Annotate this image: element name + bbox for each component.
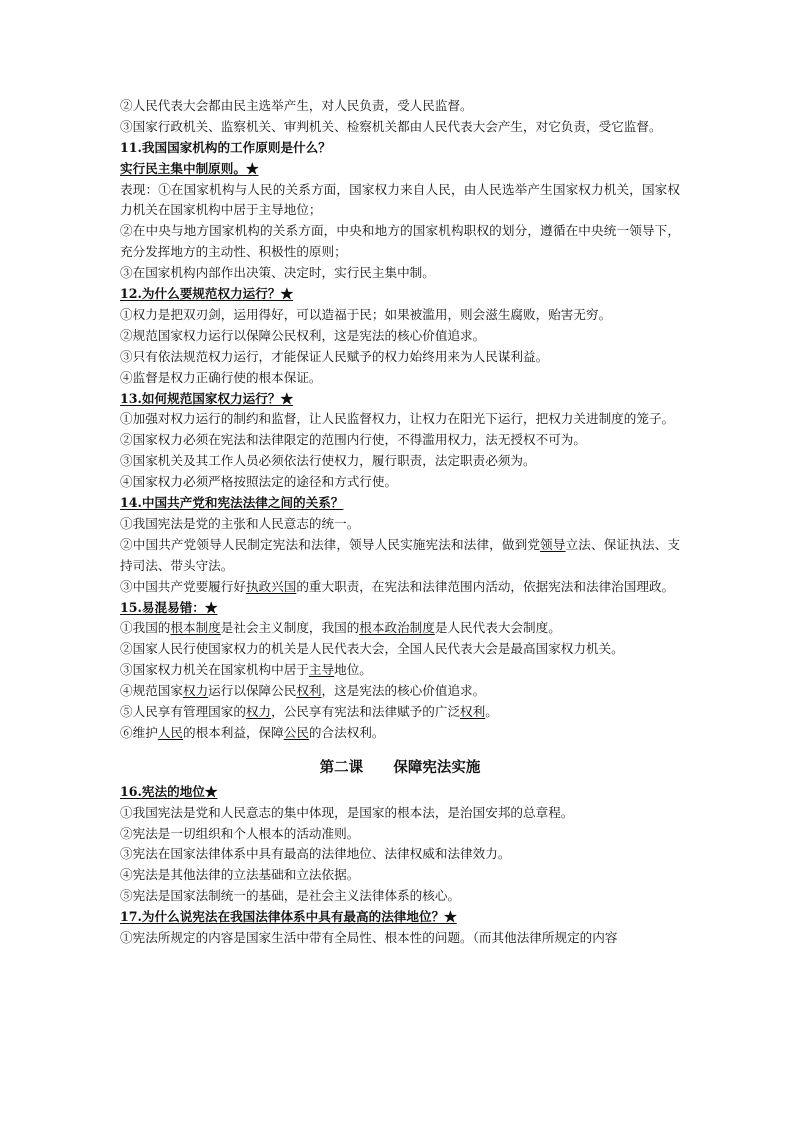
text-line: ②规范国家权力运行以保障公民权利，这是宪法的核心价值追求。 — [120, 327, 486, 343]
underlined-term: 权力 — [245, 703, 272, 719]
text-line: ③宪法在国家法律体系中具有最高的法律地位、法律权威和法律效力。 — [120, 846, 511, 862]
text-line — [120, 702, 680, 723]
text-line — [120, 618, 680, 639]
text-line: ②国家权力必须在宪法和法律限定的范围内行使，不得滥用权力，法无授权不可为。 — [120, 432, 586, 448]
text-line — [120, 723, 680, 744]
text-paragraph: ③国家行政机关、监察机关、审判机关、检察机关都由人民代表大会产生，对它负责，受它监督。 — [120, 118, 662, 134]
text-line: ③国家机关及其工作人员必须依法行使权力，履行职责，法定职责必须为。 — [120, 453, 536, 469]
text-line: ③只有依法规范权力运行，才能保证人民赋予的权力始终用来为人民谋利益。 — [120, 348, 549, 364]
underlined-term: 权利 — [460, 703, 486, 719]
text-span: ，这是宪法的核心价值追求。 — [321, 683, 486, 699]
text-line: ⑤宪法是国家法制统一的基础，是社会主义法律体系的核心。 — [120, 888, 461, 904]
text-span: ⑥维护 — [120, 724, 158, 740]
text-line: ②人民代表大会都由民主选举产生，对人民负责，受人民监督。 — [120, 98, 473, 113]
text-span: 运行以保障公民 — [208, 683, 297, 699]
question-12-title: 12.为什么要规范权力运行？★ — [120, 286, 294, 302]
text-span: ③国家权力机关在国家机构中居于 — [120, 662, 309, 678]
document-page — [120, 96, 680, 949]
underlined-term: 公民 — [283, 724, 309, 740]
text-line — [120, 660, 680, 681]
underlined-term: 主导 — [308, 662, 335, 678]
text-line: ②国家人民行使国家权力的机关是人民代表大会，全国人民代表大会是最高国家权力机关。 — [120, 641, 624, 657]
text-span: 是人民代表大会制度。 — [434, 620, 561, 636]
lesson-title: 第二课 保障宪法实施 — [319, 759, 481, 776]
text-line: ④监督是权力正确行使的根本保证。 — [120, 369, 322, 385]
text-span: ②中国共产党领导人民制定宪法和法律，领导人民实施宪法和法律，做到党 — [120, 536, 541, 552]
text-paragraph — [120, 535, 680, 577]
underlined-term: 领导 — [540, 536, 566, 552]
text-span: 的重大职责，在宪法和法律范围内活动，依据宪法和法律治国理政。 — [296, 578, 675, 594]
text-span: 地位。 — [334, 662, 372, 678]
text-span: 的合法权利。 — [308, 724, 385, 740]
text-span: 的根本利益，保障 — [182, 724, 284, 740]
text-paragraph: ①加强对权力运行的制约和监督，让人民监督权力，让权力在阳光下运行，把权力关进制度的笼子。 — [120, 411, 675, 427]
underlined-term: 根本制度 — [170, 620, 221, 636]
underlined-term: 根本政治制度 — [359, 620, 435, 636]
question-13-title: 13.如何规范国家权力运行？★ — [120, 390, 294, 406]
text-paragraph — [120, 577, 680, 598]
text-line: ①宪法所规定的内容是国家生活中带有全局性、根本性的问题。（而其他法律所规定的内容 — [120, 929, 618, 945]
question-15-title: 15.易混易错：★ — [120, 599, 218, 615]
text-line: ①我国宪法是党的主张和人民意志的统一。 — [120, 515, 360, 531]
underlined-term: 权利 — [296, 683, 322, 699]
question-17-title: 17.为什么说宪法在我国法律体系中具有最高的法律地位？★ — [120, 909, 457, 925]
underlined-term: 人民 — [157, 724, 183, 740]
text-line: ②宪法是一切组织和个人根本的活动准则。 — [120, 825, 360, 841]
text-span: 立法、保证执法、支持司法、带头守法。 — [120, 536, 681, 573]
text-span: ⑤人民享有管理国家的 — [120, 703, 246, 719]
question-14-title: 14.中国共产党和宪法法律之间的关系？ — [120, 495, 344, 511]
question-16-title: 16.宪法的地位★ — [120, 783, 218, 799]
text-line: ③在国家机构内部作出决策、决定时，实行民主集中制。 — [120, 265, 435, 281]
text-paragraph: ②在中央与地方国家机构的关系方面，中央和地方的国家机构职权的划分，遵循在中央统一领导下，充分发挥地方的主动性、积极性的原则； — [120, 223, 680, 260]
text-span: ③中国共产党要履行好 — [120, 578, 246, 594]
text-span: 是社会主义制度，我国的 — [220, 620, 360, 636]
text-line — [120, 681, 680, 702]
text-paragraph: 表现：①在国家机构与人民的关系方面，国家权力来自人民，由人民选举产生国家权力机关，国家权力机关在国家机构中居于主导地位； — [120, 181, 680, 218]
underlined-term: 执政兴国 — [245, 578, 297, 594]
text-line: ①权力是把双刃剑，运用得好，可以造福于民；如果被滥用，则会滋生腐败，贻害无穷。 — [120, 306, 612, 322]
question-11-title: 11.我国国家机构的工作原则是什么？ — [120, 139, 331, 155]
text-line: ①我国宪法是党和人民意志的集中体现，是国家的根本法，是治国安邦的总章程。 — [120, 804, 574, 820]
text-span: ，公民享有宪法和法律赋予的广泛 — [271, 703, 461, 719]
underlined-term: 权力 — [182, 683, 209, 699]
question-11-answer: 实行民主集中制原则。★ — [120, 160, 259, 176]
text-span: 。 — [485, 703, 498, 719]
text-line: ④宪法是其他法律的立法基础和立法依据。 — [120, 867, 360, 883]
text-span: ①我国的 — [120, 620, 171, 636]
text-line: ④国家权力必须严格按照法定的途径和方式行使。 — [120, 474, 398, 490]
text-span: ④规范国家 — [120, 683, 183, 699]
